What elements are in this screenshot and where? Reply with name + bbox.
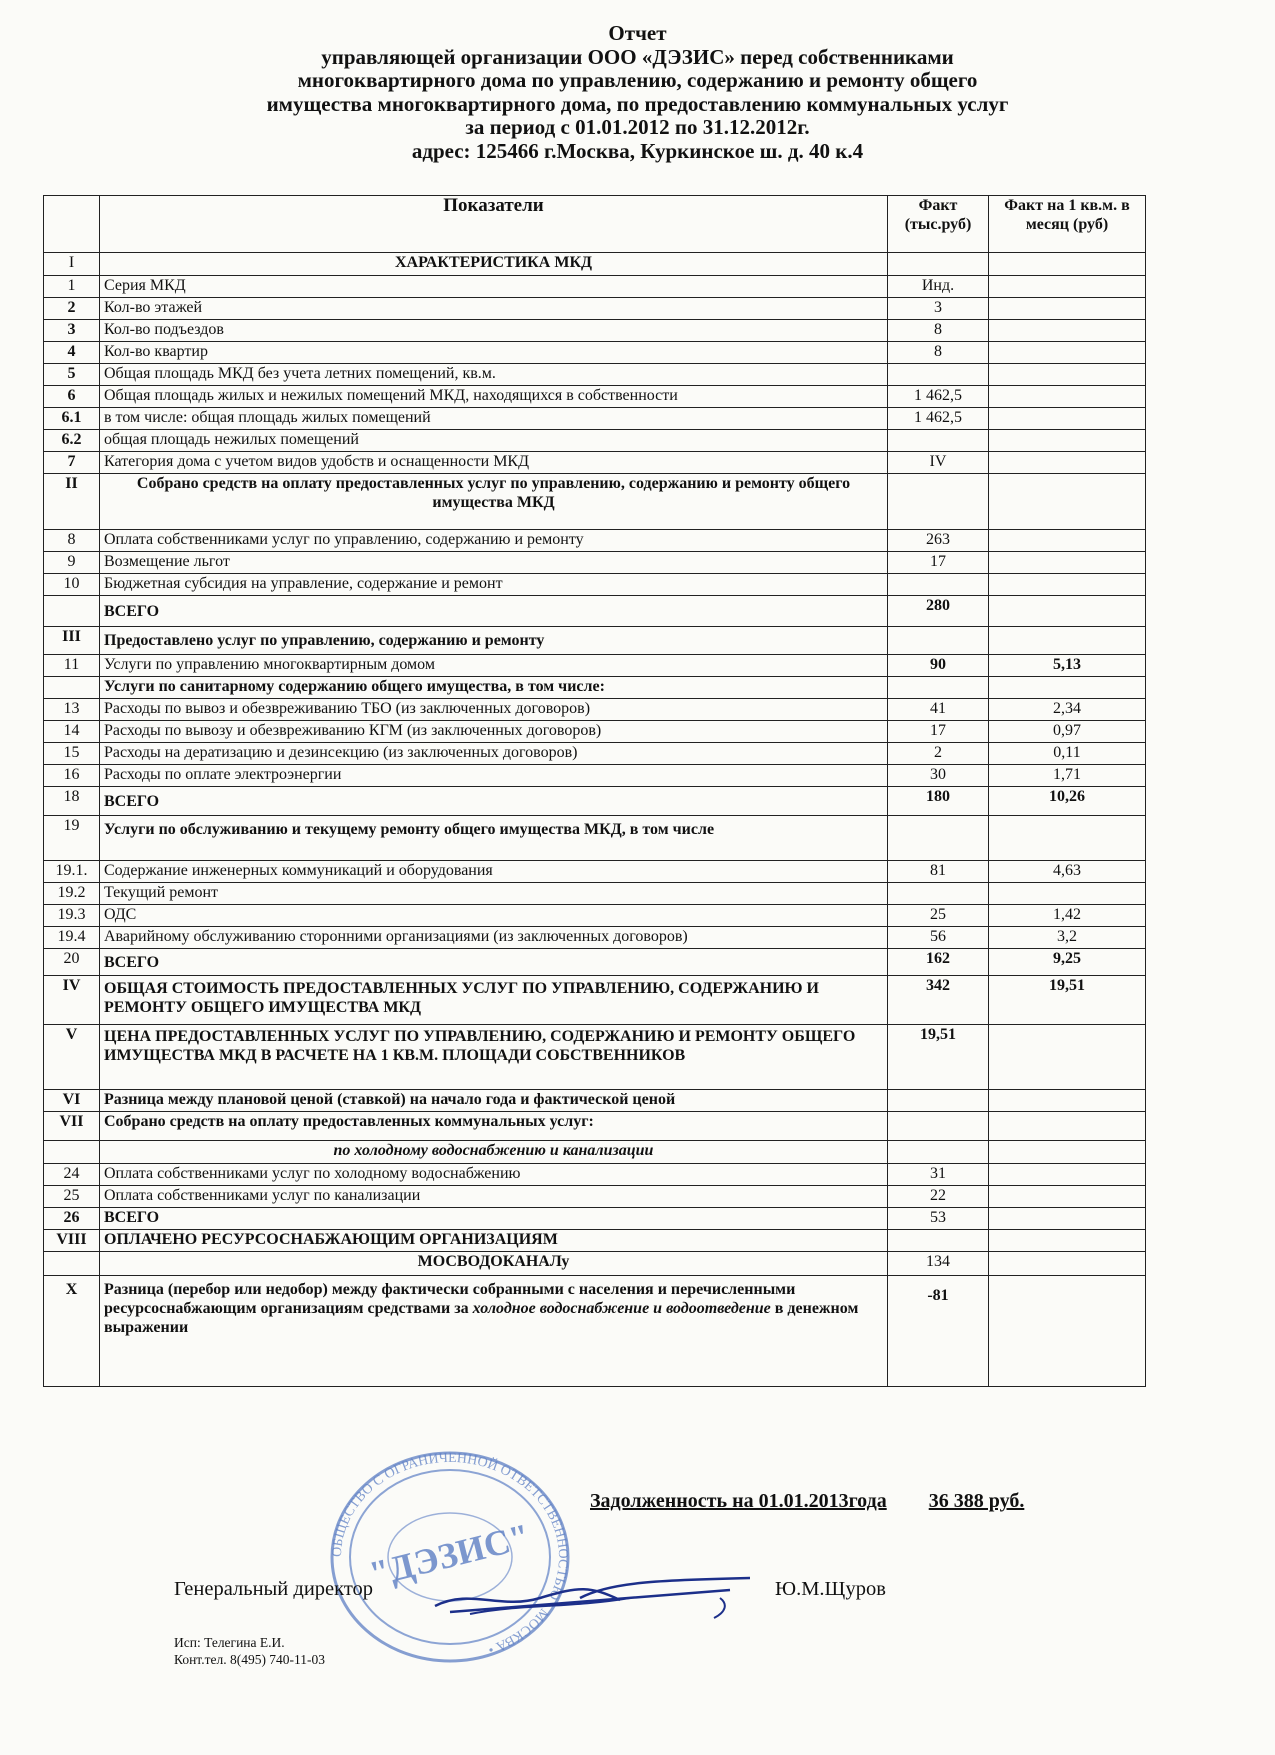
header-fact-per-sqm: Факт на 1 кв.м. в месяц (руб) (989, 196, 1146, 253)
row-num: 15 (44, 743, 100, 765)
table-row (44, 1025, 1146, 1090)
fact-cell: 1 462,5 (888, 386, 989, 408)
row-num: 19.1. (44, 861, 100, 883)
fact-cell: 41 (888, 699, 989, 721)
fact-cell: 342 (888, 976, 989, 1025)
row-num: IV (44, 976, 100, 1025)
row-label-italic: холодное водоснабжение и водоотведение (472, 1300, 771, 1317)
report-subtitle-line: многоквартирного дома по управлению, содержанию и ремонту общего (297, 68, 978, 92)
table-row (44, 342, 1146, 364)
table-row (44, 1276, 1146, 1387)
table-row (44, 1208, 1146, 1230)
row-num: 4 (44, 342, 100, 364)
row-num: 19 (44, 816, 100, 861)
table-row (44, 883, 1146, 905)
table-row (44, 927, 1146, 949)
fact-cell (888, 364, 989, 386)
per-sqm-cell (989, 452, 1146, 474)
per-sqm-cell (989, 574, 1146, 596)
fact-cell (888, 474, 989, 530)
fact-cell: 3 (888, 298, 989, 320)
fact-cell (888, 627, 989, 655)
row-label: Расходы по оплате электроэнергии (100, 765, 888, 787)
row-label: Серия МКД (100, 276, 888, 298)
row-label: Услуги по санитарному содержанию общего имущества, в том числе: (100, 677, 888, 699)
row-label: Оплата собственниками услуг по канализации (100, 1186, 888, 1208)
fact-cell (888, 1090, 989, 1112)
fact-cell: 2 (888, 743, 989, 765)
table-row (44, 1164, 1146, 1186)
per-sqm-cell (989, 677, 1146, 699)
row-label (100, 1276, 888, 1387)
fact-cell: -81 (888, 1276, 989, 1387)
row-num (44, 1141, 100, 1164)
fact-cell: 19,51 (888, 1025, 989, 1090)
per-sqm-cell (989, 474, 1146, 530)
table-row (44, 1186, 1146, 1208)
row-label: ОДС (100, 905, 888, 927)
per-sqm-cell: 2,34 (989, 699, 1146, 721)
row-label: Категория дома с учетом видов удобств и оснащенности МКД (100, 452, 888, 474)
row-num: 18 (44, 787, 100, 816)
table-row (44, 408, 1146, 430)
row-label: Расходы по вывозу и обезвреживанию КГМ (из заключенных договоров) (100, 721, 888, 743)
table-row (44, 474, 1146, 530)
row-label: Кол-во квартир (100, 342, 888, 364)
fact-cell: 162 (888, 949, 989, 976)
table-row (44, 386, 1146, 408)
row-label: Аварийному обслуживанию сторонними организациями (из заключенных договоров) (100, 927, 888, 949)
stamp-ring-text: ОБЩЕСТВО С ОГРАНИЧЕННОЙ ОТВЕТСТВЕННОСТЬЮ • МОСКВА • (329, 1450, 571, 1657)
row-label: Расходы по вывоз и обезвреживанию ТБО (из заключенных договоров) (100, 699, 888, 721)
fact-cell: 56 (888, 927, 989, 949)
row-num: 16 (44, 765, 100, 787)
row-num: II (44, 474, 100, 530)
debt-label: Задолженность на 01.01.2013года (590, 1490, 887, 1512)
row-label: Услуги по обслуживанию и текущему ремонту общего имущества МКД, в том числе (100, 816, 888, 861)
table-row (44, 949, 1146, 976)
row-num: 19.4 (44, 927, 100, 949)
table-row (44, 743, 1146, 765)
total-label: ВСЕГО (100, 949, 888, 976)
table-row (44, 253, 1146, 276)
table-header-row (44, 196, 1146, 253)
table-row (44, 655, 1146, 677)
table-row (44, 699, 1146, 721)
row-num: V (44, 1025, 100, 1090)
table-row (44, 364, 1146, 386)
fact-cell: 263 (888, 530, 989, 552)
stamp-center-text: "ДЭЗИС" (365, 1515, 534, 1595)
row-label: Кол-во этажей (100, 298, 888, 320)
director-name: Ю.М.Щуров (775, 1578, 886, 1600)
report-title: Отчет (608, 21, 667, 45)
row-label: Оплата собственниками услуг по управлению, содержанию и ремонту (100, 530, 888, 552)
row-num: 24 (44, 1164, 100, 1186)
row-num: VIII (44, 1230, 100, 1252)
fact-cell (888, 1230, 989, 1252)
table-row (44, 1112, 1146, 1141)
section-title: Собрано средств на оплату предоставленных услуг по управлению, содержанию и ремонту общего имущества МКД (100, 474, 888, 530)
per-sqm-cell (989, 320, 1146, 342)
per-sqm-cell: 4,63 (989, 861, 1146, 883)
row-label: Расходы на дератизацию и дезинсекцию (из заключенных договоров) (100, 743, 888, 765)
per-sqm-cell: 0,11 (989, 743, 1146, 765)
section-title: Предоставлено услуг по управлению, содержанию и ремонту (100, 627, 888, 655)
per-sqm-cell (989, 430, 1146, 452)
fact-cell: 22 (888, 1186, 989, 1208)
report-period: за период с 01.01.2012 по 31.12.2012г. (465, 115, 810, 139)
per-sqm-cell (989, 1112, 1146, 1141)
row-label: ОБЩАЯ СТОИМОСТЬ ПРЕДОСТАВЛЕННЫХ УСЛУГ ПО УПРАВЛЕНИЮ, СОДЕРЖАНИЮ И РЕМОНТУ ОБЩЕГО ИМУЩЕСТВА МКД (100, 976, 888, 1025)
report-address: адрес: 125466 г.Москва, Куркинское ш. д. 40 к.4 (411, 138, 864, 163)
per-sqm-cell (989, 1186, 1146, 1208)
per-sqm-cell (989, 386, 1146, 408)
table-row (44, 721, 1146, 743)
per-sqm-cell (989, 1090, 1146, 1112)
table-row (44, 530, 1146, 552)
fact-cell (888, 430, 989, 452)
row-num: 5 (44, 364, 100, 386)
row-num: 13 (44, 699, 100, 721)
section-title: Собрано средств на оплату предоставленных коммунальных услуг: (100, 1112, 888, 1141)
table-row (44, 905, 1146, 927)
row-num: 8 (44, 530, 100, 552)
fact-cell: 134 (888, 1252, 989, 1276)
fact-cell: IV (888, 452, 989, 474)
row-num: 26 (44, 1208, 100, 1230)
row-num: 6.2 (44, 430, 100, 452)
per-sqm-cell (989, 1141, 1146, 1164)
row-num: VII (44, 1112, 100, 1141)
row-label: Текущий ремонт (100, 883, 888, 905)
per-sqm-cell (989, 1276, 1146, 1387)
row-num: 2 (44, 298, 100, 320)
total-label: ВСЕГО (100, 787, 888, 816)
row-num (44, 677, 100, 699)
table-row (44, 298, 1146, 320)
row-label-part: Разница (перебор или недобор) между фактически собранными с населения и перечисленными ресурсоснабжающим организациям средствами за (104, 1281, 796, 1317)
per-sqm-cell: 9,25 (989, 949, 1146, 976)
fact-cell (888, 253, 989, 276)
per-sqm-cell (989, 530, 1146, 552)
fact-cell: 30 (888, 765, 989, 787)
company-stamp (325, 1445, 575, 1675)
total-label: ВСЕГО (100, 1208, 888, 1230)
row-label: Общая площадь жилых и нежилых помещений МКД, находящихся в собственности (100, 386, 888, 408)
row-label: Разница между плановой ценой (ставкой) на начало года и фактической ценой (100, 1090, 888, 1112)
table-row (44, 1090, 1146, 1112)
per-sqm-cell (989, 1208, 1146, 1230)
table-row (44, 320, 1146, 342)
report-header (0, 22, 1275, 163)
fact-cell: 17 (888, 721, 989, 743)
header-indicators: Показатели (100, 196, 888, 253)
row-label: по холодному водоснабжению и канализации (100, 1141, 888, 1164)
fact-cell: 81 (888, 861, 989, 883)
table-row (44, 976, 1146, 1025)
header-num (44, 196, 100, 253)
per-sqm-cell: 0,97 (989, 721, 1146, 743)
row-num: 1 (44, 276, 100, 298)
director-title: Генеральный директор (174, 1578, 374, 1600)
row-label: ЦЕНА ПРЕДОСТАВЛЕННЫХ УСЛУГ ПО УПРАВЛЕНИЮ, СОДЕРЖАНИЮ И РЕМОНТУ ОБЩЕГО ИМУЩЕСТВА МКД В РАСЧЕТЕ НА 1 КВ.М. ПЛОЩАДИ СОБСТВЕННИКОВ (100, 1025, 888, 1090)
per-sqm-cell (989, 342, 1146, 364)
row-num: 20 (44, 949, 100, 976)
row-num: X (44, 1276, 100, 1387)
table-row (44, 861, 1146, 883)
fact-cell: 31 (888, 1164, 989, 1186)
row-label: общая площадь нежилых помещений (100, 430, 888, 452)
fact-cell (888, 816, 989, 861)
row-label: ОПЛАЧЕНО РЕСУРСОСНАБЖАЮЩИМ ОРГАНИЗАЦИЯМ (100, 1230, 888, 1252)
row-num (44, 1252, 100, 1276)
row-label: МОСВОДОКАНАЛу (100, 1252, 888, 1276)
row-label: Услуги по управлению многоквартирным домом (100, 655, 888, 677)
row-label: Бюджетная субсидия на управление, содержание и ремонт (100, 574, 888, 596)
fact-cell: 1 462,5 (888, 408, 989, 430)
row-label: Содержание инженерных коммуникаций и оборудования (100, 861, 888, 883)
row-num: 6 (44, 386, 100, 408)
per-sqm-cell (989, 1025, 1146, 1090)
per-sqm-cell (989, 276, 1146, 298)
fact-cell: 17 (888, 552, 989, 574)
table-row (44, 552, 1146, 574)
per-sqm-cell: 5,13 (989, 655, 1146, 677)
fact-cell: 25 (888, 905, 989, 927)
per-sqm-cell (989, 627, 1146, 655)
fact-cell (888, 1141, 989, 1164)
report-subtitle-line: имущества многоквартирного дома, по предоставлению коммунальных услуг (266, 91, 1009, 116)
row-num (44, 596, 100, 627)
row-label: Возмещение льгот (100, 552, 888, 574)
row-label: Кол-во подъездов (100, 320, 888, 342)
fact-cell: 180 (888, 787, 989, 816)
per-sqm-cell: 19,51 (989, 976, 1146, 1025)
row-num: 3 (44, 320, 100, 342)
per-sqm-cell: 1,71 (989, 765, 1146, 787)
fact-cell: 280 (888, 596, 989, 627)
row-num: III (44, 627, 100, 655)
per-sqm-cell: 3,2 (989, 927, 1146, 949)
row-num: 6.1 (44, 408, 100, 430)
row-num: 19.2 (44, 883, 100, 905)
table-row (44, 452, 1146, 474)
debt-amount: 36 388 руб. (928, 1490, 1025, 1512)
per-sqm-cell (989, 408, 1146, 430)
per-sqm-cell: 10,26 (989, 787, 1146, 816)
row-num: 7 (44, 452, 100, 474)
row-num: 14 (44, 721, 100, 743)
per-sqm-cell (989, 253, 1146, 276)
table-row (44, 1141, 1146, 1164)
report-table (43, 195, 1146, 1387)
per-sqm-cell: 1,42 (989, 905, 1146, 927)
fact-cell: 53 (888, 1208, 989, 1230)
table-row (44, 765, 1146, 787)
section-title: ХАРАКТЕРИСТИКА МКД (100, 253, 888, 276)
table-row (44, 596, 1146, 627)
row-num: 25 (44, 1186, 100, 1208)
row-num: 11 (44, 655, 100, 677)
fact-cell: Инд. (888, 276, 989, 298)
table-row (44, 1252, 1146, 1276)
table-row (44, 627, 1146, 655)
total-label: ВСЕГО (100, 596, 888, 627)
fact-cell: 8 (888, 342, 989, 364)
debt-line (590, 1490, 1024, 1513)
row-num: 19.3 (44, 905, 100, 927)
per-sqm-cell (989, 298, 1146, 320)
per-sqm-cell (989, 883, 1146, 905)
table-row (44, 816, 1146, 861)
row-num: 9 (44, 552, 100, 574)
table-row (44, 430, 1146, 452)
contact-phone: Конт.тел. 8(495) 740-11-03 (174, 1652, 326, 1667)
per-sqm-cell (989, 596, 1146, 627)
fact-cell (888, 1112, 989, 1141)
table-row (44, 276, 1146, 298)
fact-cell (888, 883, 989, 905)
fact-cell (888, 574, 989, 596)
row-num: VI (44, 1090, 100, 1112)
fact-cell: 8 (888, 320, 989, 342)
per-sqm-cell (989, 364, 1146, 386)
report-subtitle-line: управляющей организации ООО «ДЭЗИС» перед собственниками (321, 44, 954, 69)
row-label: Общая площадь МКД без учета летних помещений, кв.м. (100, 364, 888, 386)
row-num: 10 (44, 574, 100, 596)
row-label: в том числе: общая площадь жилых помещений (100, 408, 888, 430)
row-label-part: в денежном выражении (104, 1300, 859, 1336)
table-row (44, 787, 1146, 816)
per-sqm-cell (989, 816, 1146, 861)
table-row (44, 1230, 1146, 1252)
fact-cell: 90 (888, 655, 989, 677)
per-sqm-cell (989, 1230, 1146, 1252)
per-sqm-cell (989, 1164, 1146, 1186)
table-row (44, 574, 1146, 596)
per-sqm-cell (989, 552, 1146, 574)
row-num: I (44, 253, 100, 276)
signature (430, 1568, 760, 1628)
fact-cell (888, 677, 989, 699)
header-fact: Факт (тыс.руб) (888, 196, 989, 253)
per-sqm-cell (989, 1252, 1146, 1276)
footer-contacts (174, 1634, 325, 1668)
executor-name: Исп: Телегина Е.И. (174, 1635, 285, 1650)
row-label: Оплата собственниками услуг по холодному водоснабжению (100, 1164, 888, 1186)
table-row (44, 677, 1146, 699)
